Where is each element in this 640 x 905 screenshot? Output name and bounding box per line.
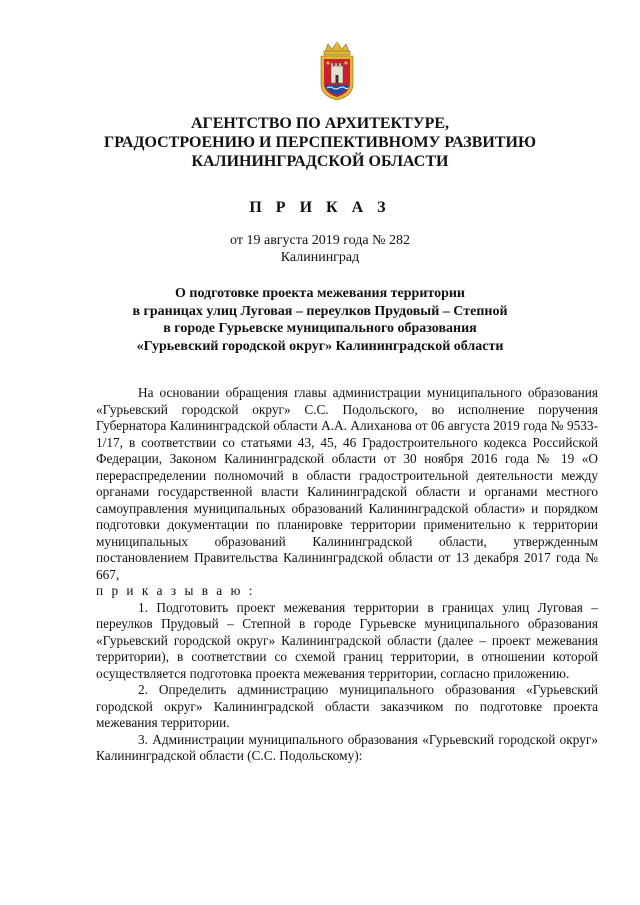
preamble-paragraph: На основании обращения главы администрации муниципального образования «Гурьевский городской округ» С.С. Подольского, во исполнение поручения Губернатора Калининградской области А.А. Алиханова от 06 августа 2019 года № 9533-1/17, в соответствии со статьями 43, 45, 46 Градостроительного кодекса Российской Федерации, Законом Калининградской области от 30 ноября 2016 года № 19 «О перераспределении полномочий в области градостроительной деятельности между органами государственной власти Калининградской области и органами местного самоуправления муниципальных образований Калининградской области» и порядком подготовки документации по планировке территории применительно к территории муниципальных образований Калининградской области, утвержденным постановлением Правительства Калининградской области от 13 декабря 2017 года № 667, [96, 385, 598, 582]
org-title-line-1: АГЕНТСТВО ПО АРХИТЕКТУРЕ, [190, 115, 450, 132]
subject-line-4: «Гурьевский городской округ» Калининградской области [136, 338, 504, 354]
org-title-line-2: ГРАДОСТРОЕНИЮ И ПЕРСПЕКТИВНОМУ РАЗВИТИЮ [104, 134, 536, 151]
subject-line-3: в городе Гурьевске муниципального образования [163, 321, 477, 336]
order-body [96, 385, 598, 765]
subject-line-1: О подготовке проекта межевания территории [174, 286, 465, 301]
kaliningrad-coat-of-arms-icon [316, 40, 358, 102]
order-subject [0, 285, 640, 355]
order-date-number: от 19 августа 2019 года № 282 [230, 233, 410, 248]
order-item-1: 1. Подготовить проект межевания территории в границах улиц Луговая – переулков Прудовый – Степной в городе Гурьевске муниципального образования «Гурьевский городской округ» Калининградской области (далее – проект межевания территории), в соответствии со схемой границ территории, в отношении которой осуществляется подготовка проекта межевания территории, согласно приложению. [96, 599, 598, 681]
order-item-3: 3. Администрации муниципального образования «Гурьевский городской округ» Калининградской области (С.С. Подольскому): [96, 731, 598, 763]
order-word: п р и к а з ы в а ю : [96, 583, 255, 598]
document-type: П Р И К А З [249, 199, 391, 216]
org-title-line-3: КАЛИНИНГРАДСКОЙ ОБЛАСТИ [191, 153, 449, 170]
order-item-2: 2. Определить администрацию муниципального образования «Гурьевский городской округ» Калининградской области заказчиком по подготовке проекта межевания территории. [96, 682, 598, 730]
organization-title [0, 114, 640, 171]
subject-line-2: в границах улиц Луговая – переулков Прудовый – Степной [132, 303, 508, 319]
order-city: Калининград [280, 250, 360, 265]
